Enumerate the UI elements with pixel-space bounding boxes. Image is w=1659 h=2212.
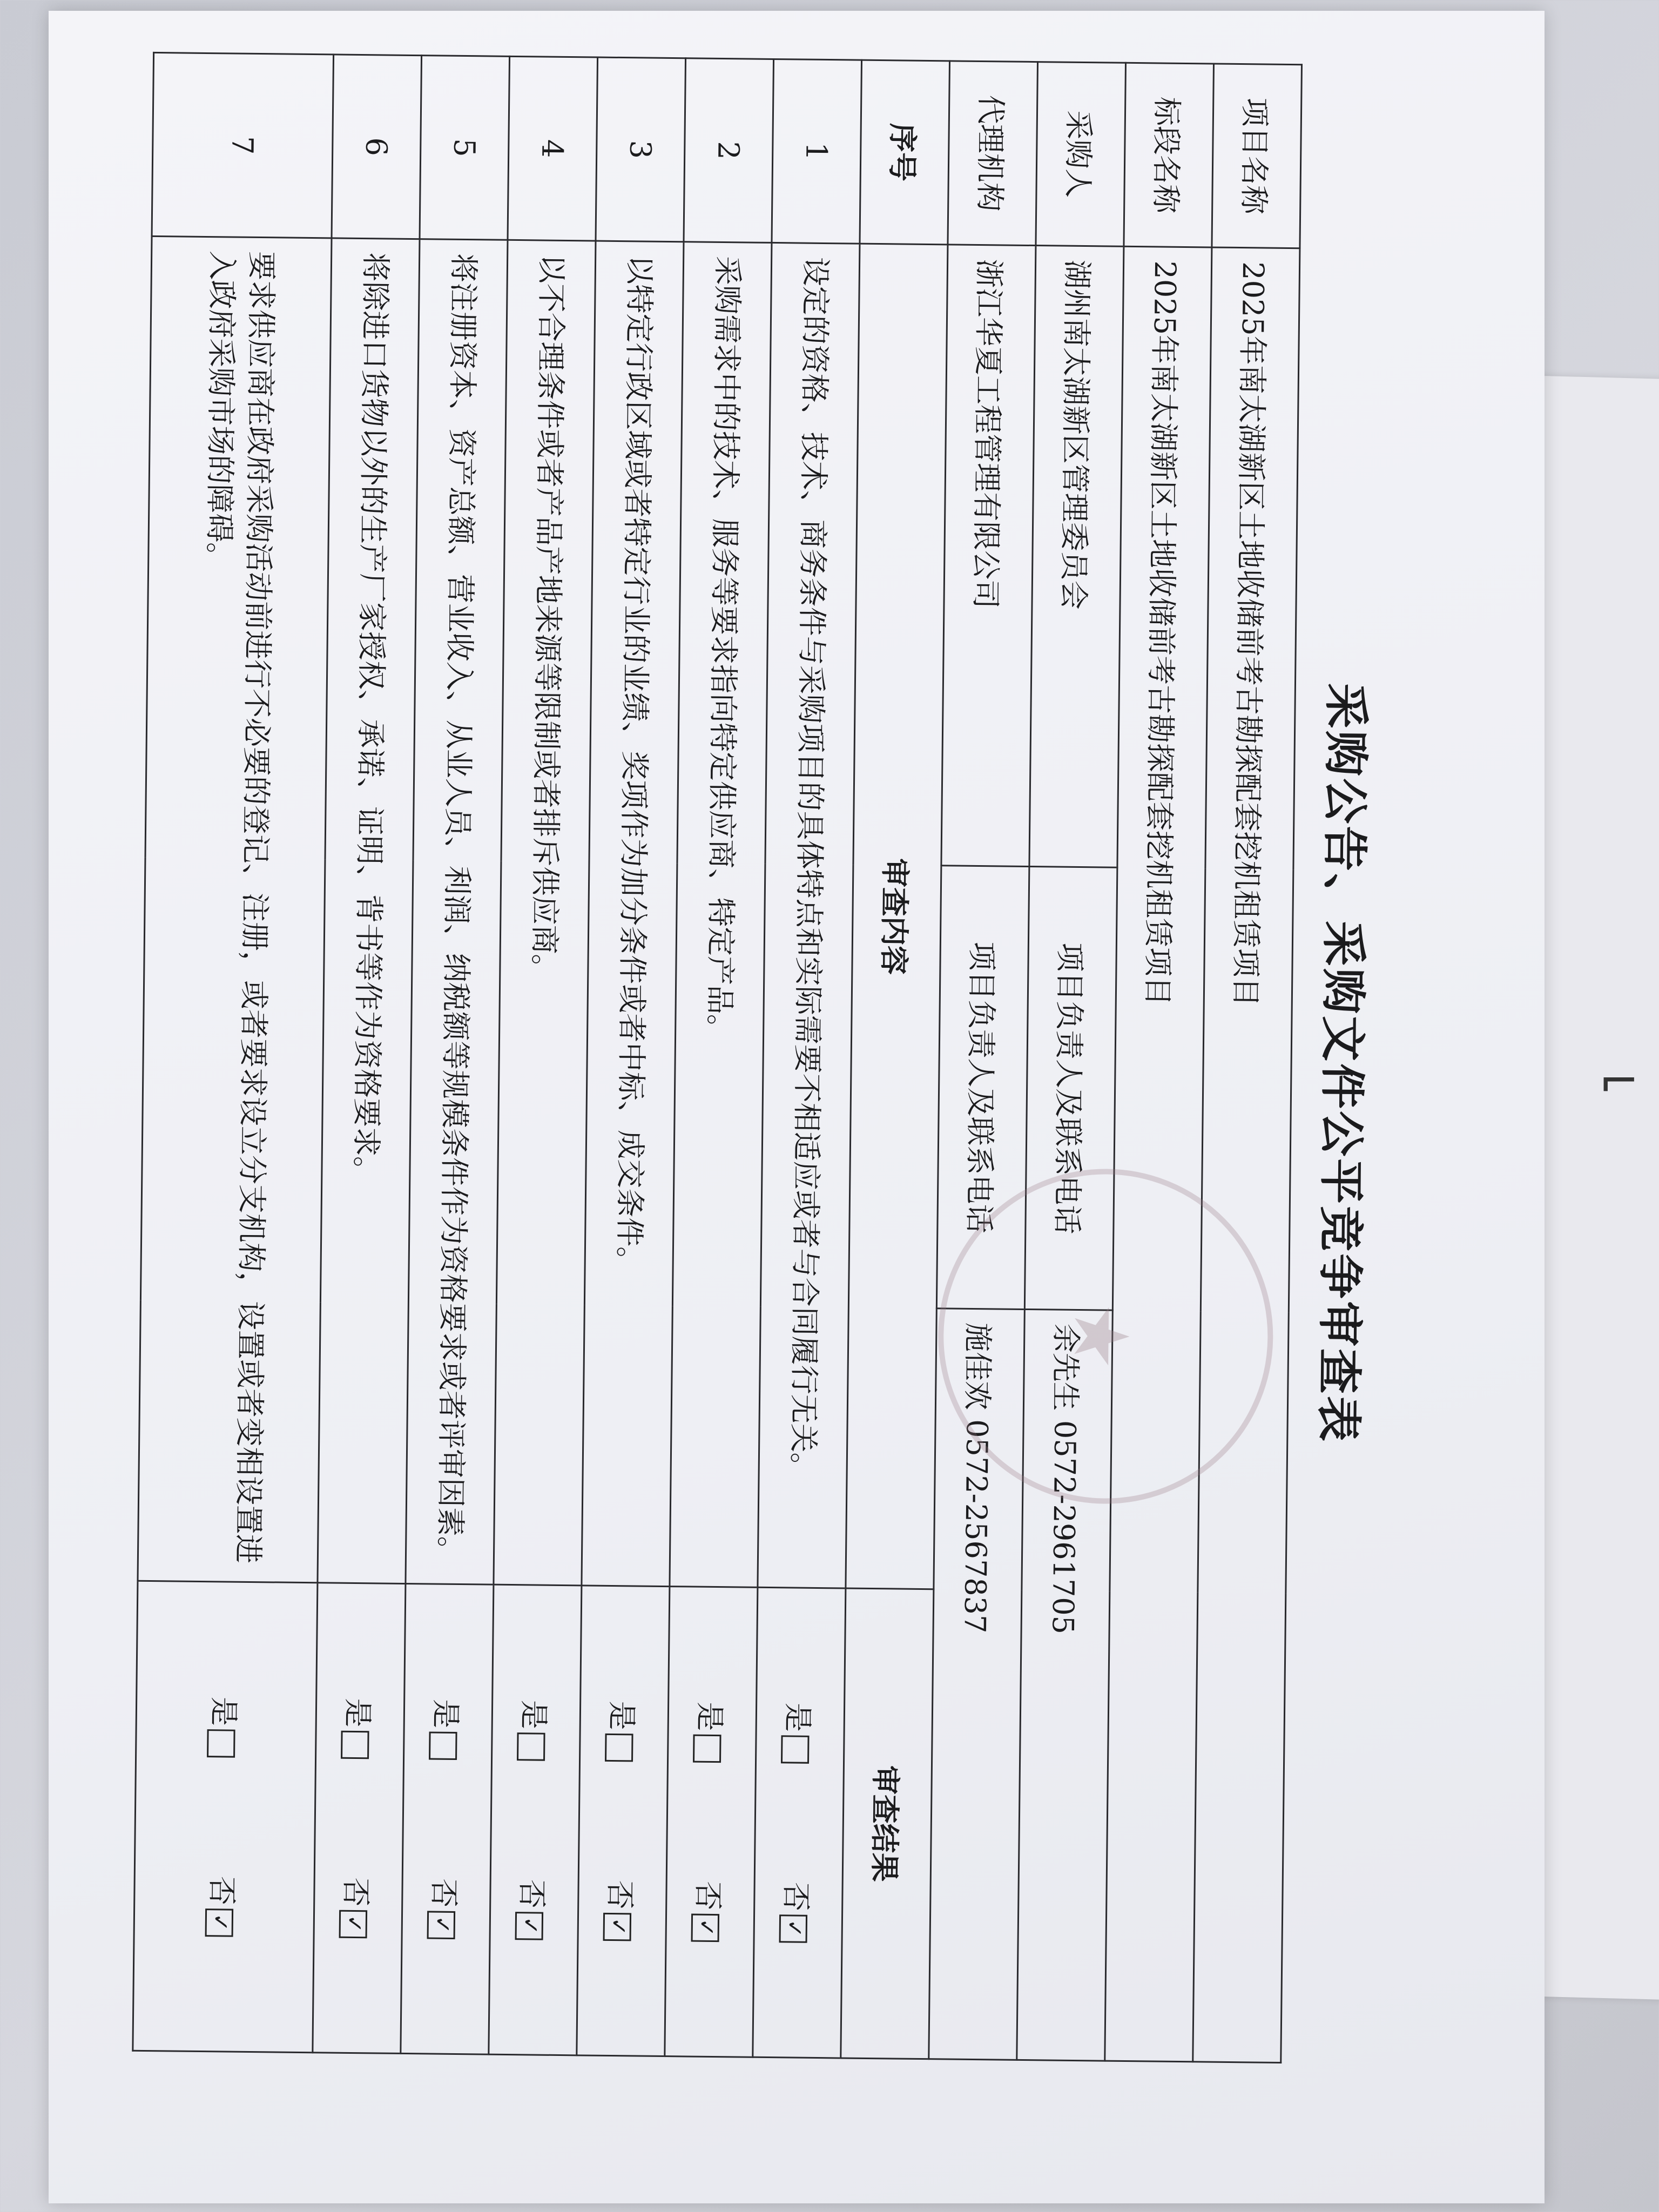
- row-result: [665, 1587, 758, 2058]
- yes-option: [205, 1697, 247, 1758]
- no-label: 否: [515, 1879, 550, 1909]
- row-content: 要求供应商在政府采购活动前进行不必要的登记、注册，或者要求设立分支机构，设置或者变相设置进入政府采购市场的障碍。: [138, 236, 332, 1582]
- no-option: [425, 1878, 467, 1939]
- project-name-value: 2025年南太湖新区土地收储前考古勘探配套挖机租赁项目: [1193, 247, 1300, 2063]
- yes-checkbox[interactable]: [207, 1729, 236, 1758]
- yes-label: 是: [517, 1700, 551, 1730]
- row-number: 6: [332, 55, 422, 239]
- official-seal: ★: [936, 1167, 1274, 1505]
- yes-label: 是: [781, 1702, 815, 1732]
- no-checkbox[interactable]: [427, 1911, 456, 1939]
- yes-checkbox[interactable]: [517, 1732, 546, 1761]
- no-checkbox[interactable]: [691, 1913, 720, 1942]
- purchaser-label: 采购人: [1036, 62, 1126, 247]
- header-no: 序号: [860, 60, 950, 245]
- yes-option: [339, 1698, 381, 1759]
- purchaser-contact-value: 余先生 0572-2961705: [1017, 1309, 1113, 2061]
- row-result: [401, 1583, 494, 2054]
- agency-value: 浙江华夏工程管理有限公司: [941, 245, 1036, 867]
- lot-name-label: 标段名称: [1124, 63, 1214, 247]
- row-content: 设定的资格、技术、商务条件与采购项目的具体特点和实际需要不相适应或者与合同履行无关。: [758, 242, 860, 1588]
- check-mark-icon: ✓: [518, 1916, 543, 1935]
- check-mark-icon: ✓: [782, 1919, 807, 1938]
- no-label: 否: [779, 1881, 814, 1912]
- row-result: [577, 1586, 670, 2056]
- no-option: [777, 1882, 819, 1943]
- no-option: [513, 1879, 555, 1940]
- row-number: 5: [420, 56, 510, 240]
- no-option: [601, 1880, 643, 1941]
- agency-contact-label: 项目负责人及联系电话: [936, 866, 1029, 1310]
- review-table: [132, 52, 1303, 2063]
- no-label: 否: [691, 1881, 726, 1911]
- row-result: [753, 1587, 846, 2058]
- row-content: 采购需求中的技术、服务等要求指向特定供应商、特定产品。: [670, 242, 772, 1588]
- no-label: 否: [603, 1880, 638, 1910]
- row-result: [489, 1584, 582, 2055]
- yes-option: [515, 1700, 557, 1761]
- yes-label: 是: [605, 1701, 639, 1731]
- yes-option: [691, 1702, 733, 1763]
- check-mark-icon: ✓: [208, 1913, 233, 1932]
- check-mark-icon: ✓: [606, 1917, 631, 1936]
- check-mark-icon: ✓: [342, 1914, 367, 1933]
- yes-label: 是: [341, 1698, 375, 1728]
- row-content: 将注册资本、资产总额、营业收入、从业人员、利润、纳税额等规模条件作为资格要求或者评审因素。: [406, 239, 508, 1585]
- underlying-sheet-marks: ⌐: [1599, 1053, 1640, 1110]
- row-number: 4: [508, 56, 598, 241]
- agency-label: 代理机构: [948, 61, 1038, 246]
- check-mark-icon: ✓: [694, 1918, 719, 1937]
- row-number: 3: [596, 57, 686, 242]
- yes-label: 是: [693, 1702, 727, 1731]
- row-content: 以特定行政区域或者特定行业的业绩、奖项作为加分条件或者中标、成交条件。: [582, 241, 684, 1587]
- check-mark-icon: ✓: [430, 1915, 455, 1934]
- no-label: 否: [205, 1876, 240, 1906]
- no-option: [337, 1877, 379, 1938]
- yes-checkbox[interactable]: [341, 1730, 370, 1759]
- purchaser-value: 湖州南太湖新区管理委员会: [1029, 246, 1124, 868]
- no-checkbox[interactable]: [339, 1910, 368, 1938]
- no-option: [203, 1876, 245, 1937]
- row-number: 1: [772, 59, 862, 244]
- project-name-label: 项目名称: [1212, 64, 1302, 248]
- no-option: [689, 1881, 731, 1942]
- yes-option: [603, 1701, 645, 1762]
- row-number: 7: [152, 52, 334, 238]
- lot-name-value: 2025年南太湖新区土地收储前考古勘探配套挖机租赁项目: [1105, 246, 1212, 2062]
- row-content: 将除进口货物以外的生产厂家授权、承诺、证明、背书等作为资格要求。: [318, 238, 420, 1584]
- yes-checkbox[interactable]: [429, 1731, 458, 1760]
- review-row: [133, 52, 334, 2052]
- document-sheet: [49, 11, 1545, 2203]
- row-result: [133, 1581, 318, 2052]
- yes-option: [427, 1699, 469, 1760]
- yes-checkbox[interactable]: [605, 1733, 634, 1762]
- yes-option: [779, 1703, 821, 1764]
- no-label: 否: [427, 1878, 462, 1908]
- no-checkbox[interactable]: [205, 1908, 234, 1937]
- rotated-page-content: [56, 51, 1394, 2062]
- no-label: 否: [339, 1877, 374, 1907]
- row-content: 以不合理条件或者产品产地来源等限制或者排斥供应商。: [494, 240, 596, 1586]
- page-title: 采购公告、采购文件公平竞争审查表: [1312, 683, 1374, 1444]
- no-checkbox[interactable]: [779, 1914, 808, 1943]
- review-rows: [133, 52, 862, 2058]
- yes-checkbox[interactable]: [781, 1735, 810, 1764]
- row-result: [313, 1583, 406, 2054]
- no-checkbox[interactable]: [515, 1912, 544, 1940]
- yes-label: 是: [207, 1696, 241, 1727]
- yes-label: 是: [429, 1698, 463, 1729]
- purchaser-contact-label: 项目负责人及联系电话: [1024, 867, 1117, 1311]
- header-result: 审查结果: [841, 1588, 934, 2059]
- yes-checkbox[interactable]: [693, 1734, 722, 1763]
- header-content: 审查内容: [846, 244, 948, 1589]
- agency-contact-value: 施佳欢 0572-2567837: [929, 1309, 1025, 2060]
- row-number: 2: [684, 58, 774, 243]
- no-checkbox[interactable]: [603, 1912, 632, 1941]
